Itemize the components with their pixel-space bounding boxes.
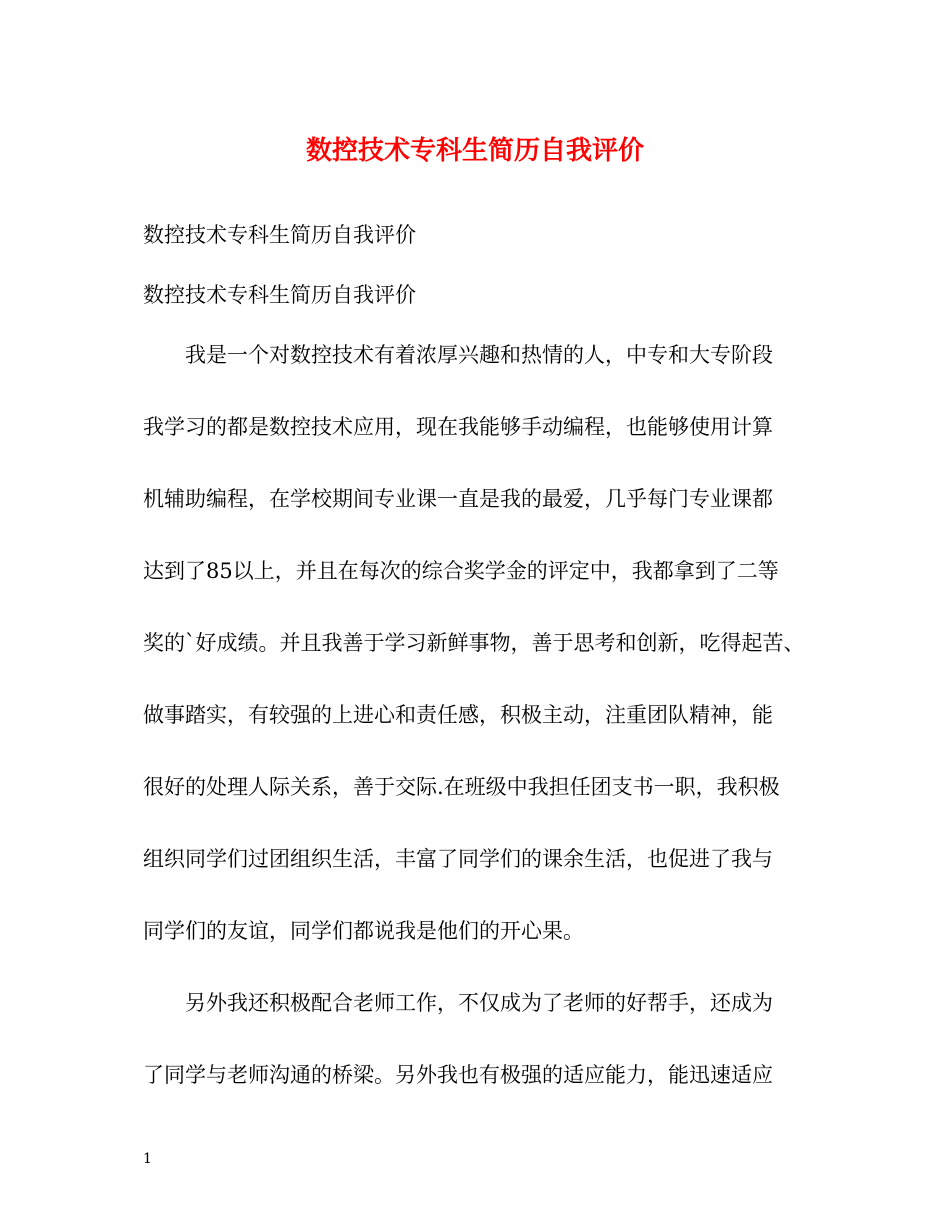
paragraph-line-6: 做事踏实，有较强的上进心和责任感，积极主动，注重团队精神，能 xyxy=(143,703,773,727)
document-title: 数控技术专科生简历自我评价 xyxy=(305,136,644,166)
paragraph-line-3: 机辅助编程，在学校期间专业课一直是我的最爱，几乎每门专业课都 xyxy=(143,487,773,511)
paragraph-line-2: 我学习的都是数控技术应用，现在我能够手动编程，也能够使用计算 xyxy=(143,415,773,439)
paragraph-line-8: 组织同学们过团组织生活，丰富了同学们的课余生活，也促进了我与 xyxy=(143,847,773,871)
paragraph-line-7: 很好的处理人际关系，善于交际.在班级中我担任团支书一职，我积极 xyxy=(143,775,780,799)
subheading-1: 数控技术专科生简历自我评价 xyxy=(143,223,416,247)
subheading-2: 数控技术专科生简历自我评价 xyxy=(143,283,416,307)
page-number: 1 xyxy=(143,1151,152,1167)
paragraph-line-10: 另外我还积极配合老师工作，不仅成为了老师的好帮手，还成为 xyxy=(185,991,773,1015)
paragraph-line-9: 同学们的友谊，同学们都说我是他们的开心果。 xyxy=(143,919,584,943)
paragraph-line-5: 奖的`好成绩。并且我善于学习新鲜事物，善于思考和创新，吃得起苦、 xyxy=(143,631,805,655)
paragraph-line-11: 了同学与老师沟通的桥梁。另外我也有极强的适应能力，能迅速适应 xyxy=(143,1063,773,1087)
paragraph-line-1: 我是一个对数控技术有着浓厚兴趣和热情的人，中专和大专阶段 xyxy=(185,343,773,367)
paragraph-line-4: 达到了85以上，并且在每次的综合奖学金的评定中，我都拿到了二等 xyxy=(143,559,779,583)
